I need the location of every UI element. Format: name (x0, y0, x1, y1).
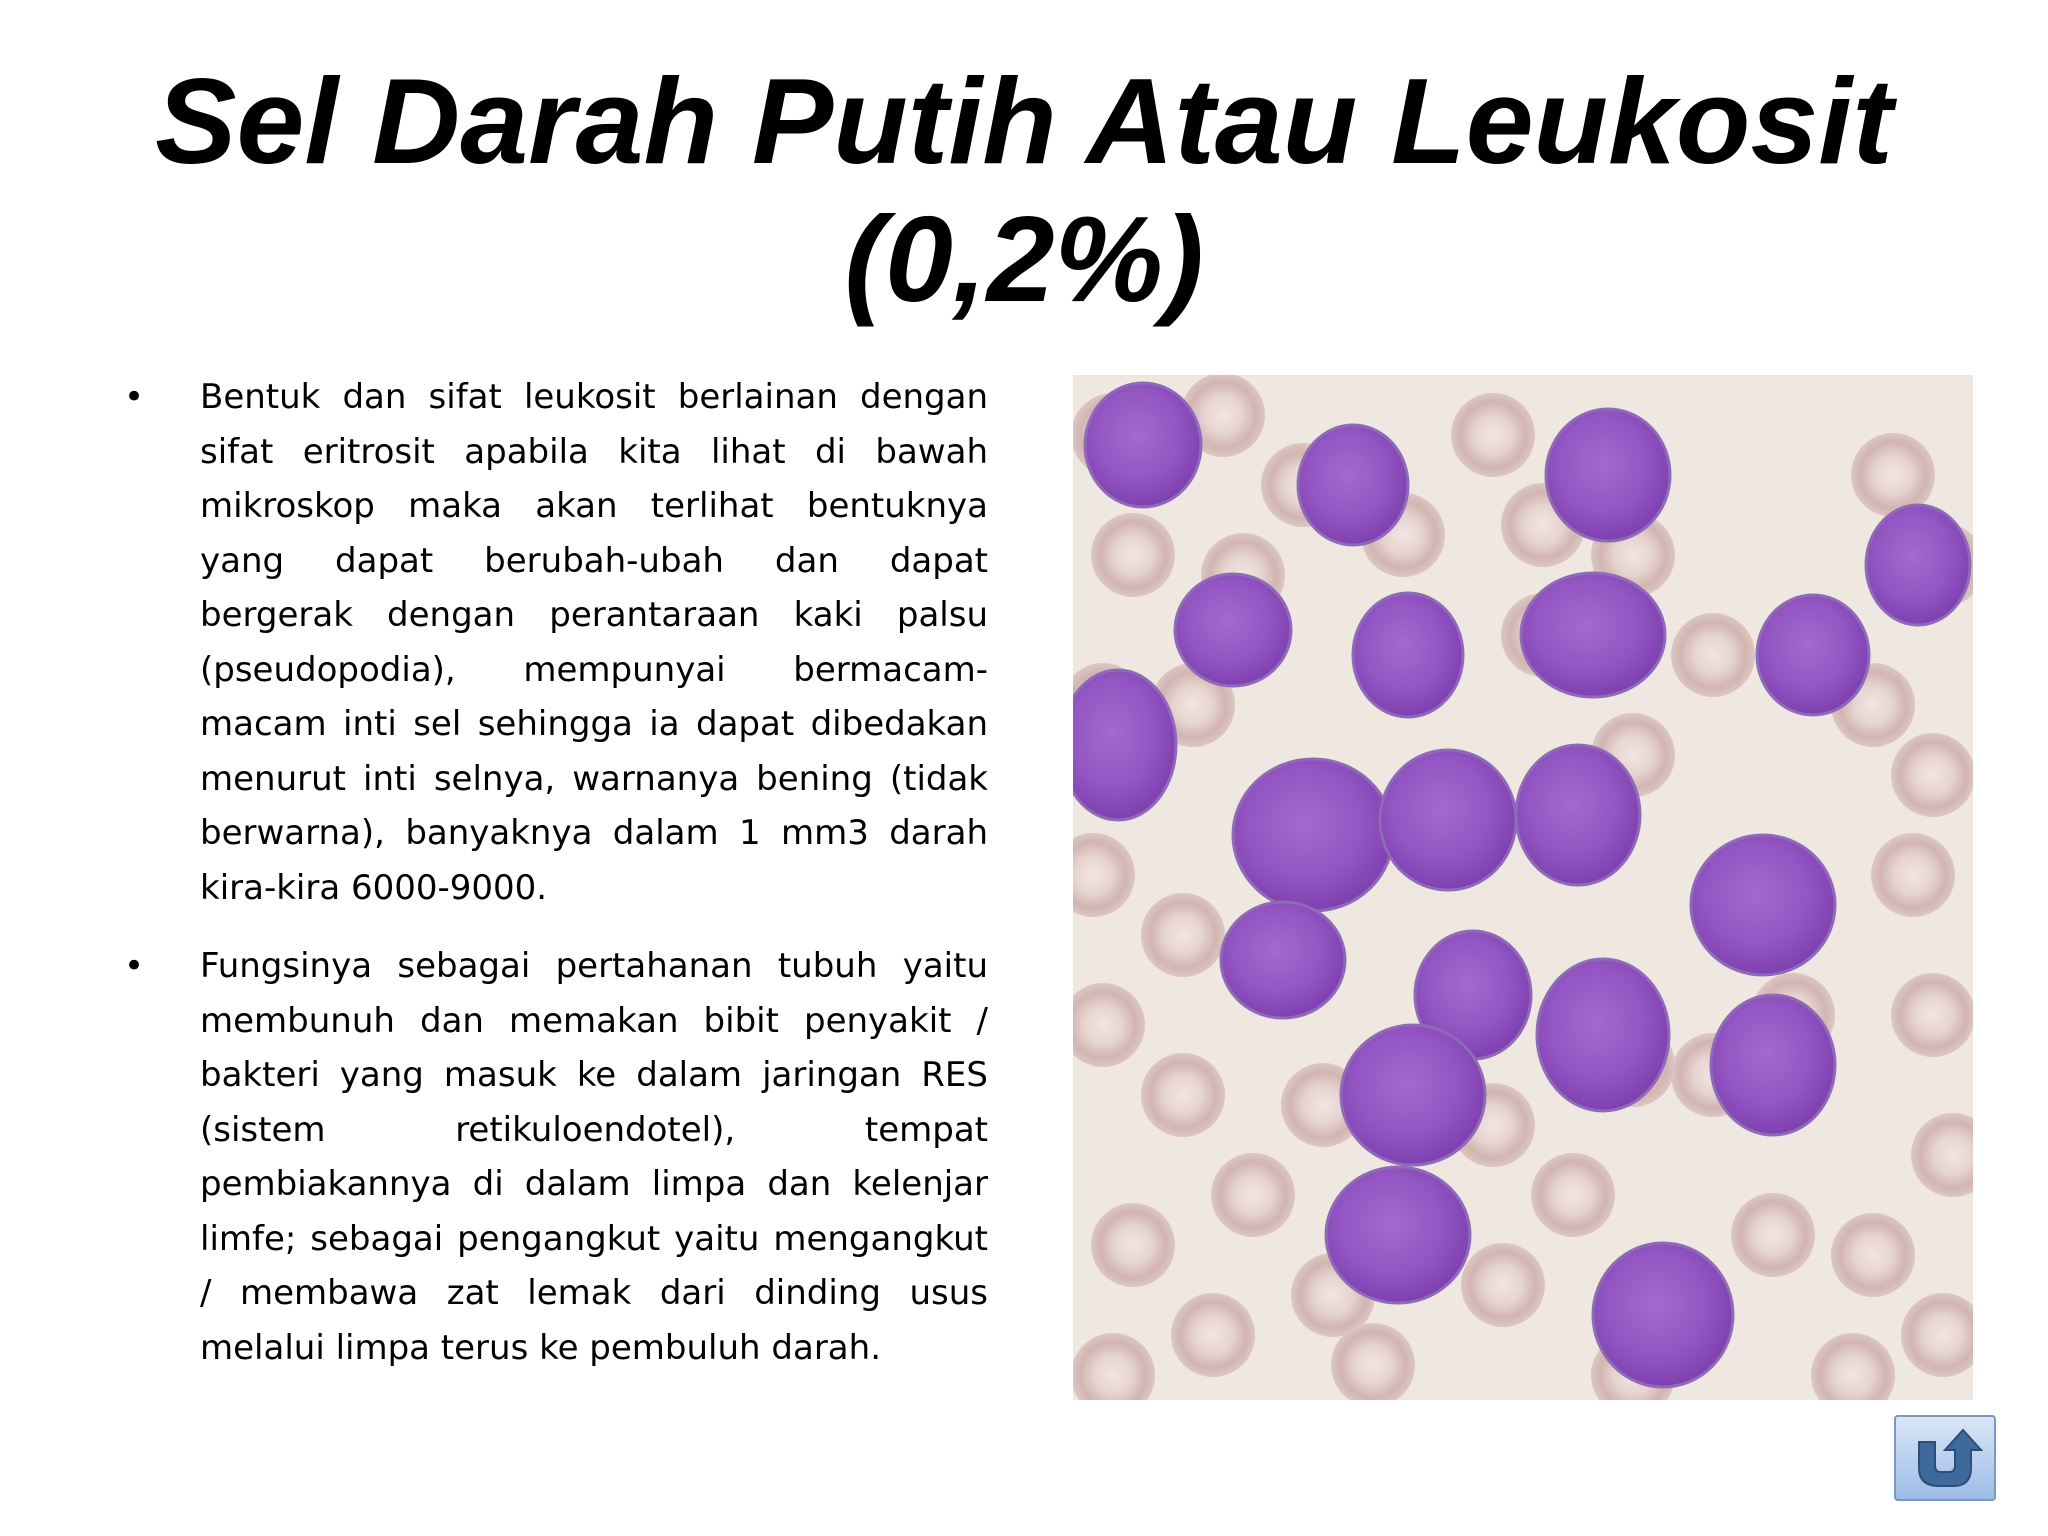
erythrocyte (1831, 1213, 1915, 1297)
blood-smear-image (1073, 375, 1973, 1400)
leukocyte (1546, 409, 1670, 541)
bullet-list (118, 370, 988, 1399)
leukocyte (1233, 759, 1393, 911)
erythrocyte (1671, 613, 1755, 697)
erythrocyte (1891, 733, 1973, 817)
leukocyte (1353, 593, 1463, 717)
bullet-text-leukocyte-function: Fungsinya sebagai pertahanan tubuh yaitu membunuh dan memakan bibit penyakit / bakteri yang masuk ke dalam jaringan RES (sistem retikuloendotel), tempat pembiakannya di dalam limpa dan kelenjar limfe; sebagai pengangkut yaitu mengangkut / membawa zat lemak dari dinding usus melalui limpa terus ke pembuluh darah. (200, 946, 988, 1368)
erythrocyte (1531, 1153, 1615, 1237)
bullet-marker: • (124, 946, 145, 986)
erythrocyte (1891, 973, 1973, 1057)
leukocyte (1085, 383, 1201, 507)
leukocyte (1380, 750, 1516, 890)
erythrocyte (1731, 1193, 1815, 1277)
erythrocyte (1091, 513, 1175, 597)
leukocyte (1073, 670, 1176, 820)
leukocyte (1298, 425, 1408, 545)
bullet-item (118, 939, 988, 1375)
leukocyte (1341, 1025, 1485, 1165)
back-button[interactable] (1893, 1414, 1997, 1502)
leukocyte (1221, 902, 1345, 1018)
erythrocyte (1871, 833, 1955, 917)
erythrocyte (1211, 1153, 1295, 1237)
leukocyte (1516, 745, 1640, 885)
erythrocyte (1451, 393, 1535, 477)
erythrocyte (1141, 893, 1225, 977)
bullet-text-leukocyte-form: Bentuk dan sifat leukosit berlainan dengan sifat eritrosit apabila kita lihat di bawah mikroskop maka akan terlihat bentuknya yang dapat berubah-ubah dan dapat bergerak dengan perantaraan kaki palsu (pseudopodia), mempunyai bermacam-macam inti sel sehingga ia dapat dibedakan menurut inti selnya, warnanya bening (tidak berwarna), banyaknya dalam 1 mm3 darah kira-kira 6000-9000. (200, 377, 988, 908)
title-line-1: Sel Darah Putih Atau Leukosit (155, 53, 1893, 189)
leukocyte (1866, 505, 1970, 625)
leukocyte (1691, 835, 1835, 975)
leukocyte (1593, 1243, 1733, 1387)
bullet-item (118, 370, 988, 915)
bullet-marker: • (124, 377, 145, 417)
leukocyte (1537, 959, 1669, 1111)
leukocyte (1711, 995, 1835, 1135)
erythrocyte (1091, 1203, 1175, 1287)
erythrocyte (1171, 1293, 1255, 1377)
title-line-2: (0,2%) (844, 191, 1204, 327)
leukocyte (1757, 595, 1869, 715)
leukocyte (1521, 573, 1665, 697)
slide-title (0, 52, 2048, 328)
leukocyte (1175, 574, 1291, 686)
erythrocyte (1461, 1243, 1545, 1327)
erythrocyte (1141, 1053, 1225, 1137)
leukocyte (1326, 1167, 1470, 1303)
